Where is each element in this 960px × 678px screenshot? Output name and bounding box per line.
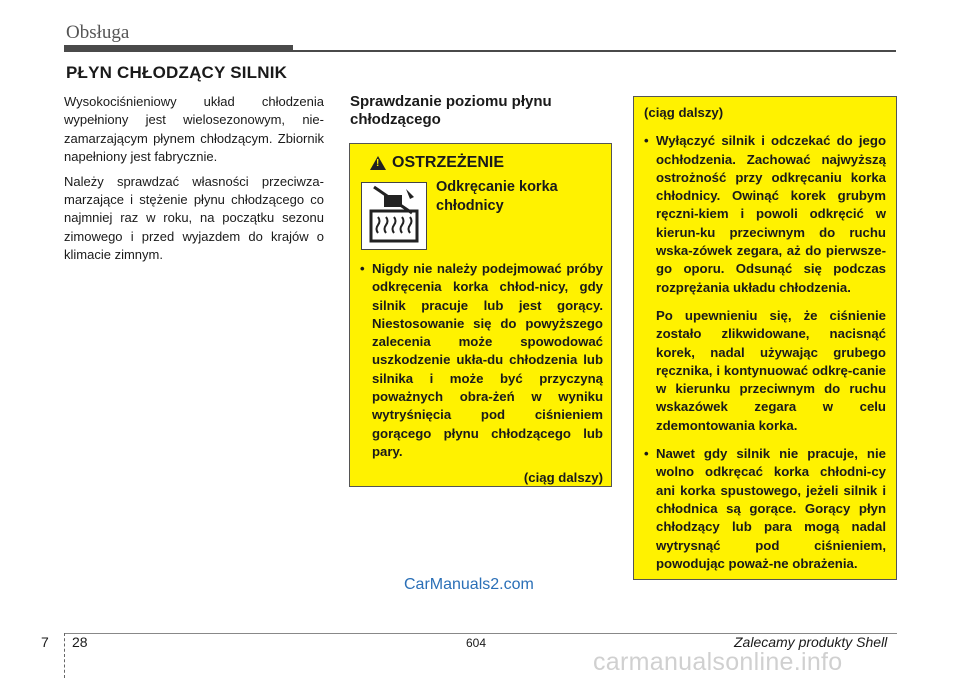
continuation-box [633,96,897,580]
watermark-link[interactable]: CarManuals2.com [404,576,534,593]
page-title: PŁYN CHŁODZĄCY SILNIK [66,63,288,82]
warning-body [360,260,603,488]
section-header: Obsługa [66,22,130,43]
warning-triangle-icon [370,156,386,170]
check-level-heading: Sprawdzanie poziomu płynu chłodzącego [350,93,552,128]
warning-bullet: • Nigdy nie należy podejmować próby odkręcenia korka chłod-nicy, gdy silnik pracuje lub jest gorący. Niestosowanie się do powyższego zalecenia może spowodować uszkodzenie ukła-du chłodzenia lub silnika i może być przyczyną poważnych obra-żeń w wyniku wytryśnięcia pod ciśnieniem gorącego płynu chłodzącego lub pary. [360,260,603,461]
continuation-paragraph: Po upewnieniu się, że ciśnienie zostało zlikwidowane, nacisnąć korek, nadal używając grubego ręcznika, i kontynuować odkrę-canie w kierunku przeciwnym do ruchu wskazówek zegara w celu zdemontowania korka. [656,307,886,433]
warning-subtitle: Odkręcanie korka chłodnicy [436,179,558,214]
continuation-bullet-1: • Wyłączyć silnik i odczekać do jego ochłodzenia. Zachować najwyższą ostrożność przy odkręcaniu korka chłodnicy. Owinąć korek grubym ręczni-kiem i powoli odkręcić w kierun-ku przeciwnym do ruchu wska-zówek zegara, aż do pierwsze-go oporu. Odsunąć się podczas rozprężania układu chłodzenia. [644,132,886,297]
chapter-number: 7 [41,634,49,650]
warning-box [349,143,612,487]
header-rule-thick [64,45,293,52]
footer-note: Zalecamy produkty Shell [734,634,888,650]
continuation-label: (ciąg dalszy) [644,105,724,120]
intro-paragraph-1: Wysokociśnieniowy układ chłodzenia wypełniony jest wielosezonowym, nie-zamarzającym płynem chłodzącym. Zbiornik napełniony jest fabrycznie. [64,94,324,165]
intro-text [64,93,324,271]
continued-note: (ciąg dalszy) [523,470,603,486]
chapter-page: 28 [72,634,88,650]
intro-paragraph-2: Należy sprawdzać własności przeciwza-marzające i stężenie płynu chłodzącego co najmniej raz w roku, na początku sezonu zimowego i przed wyjazdem do krajów o klimacie zimnym. [64,173,324,263]
continuation-bullet-2: • Nawet gdy silnik nie pracuje, nie wolno odkręcać korka chłodni-cy ani korka spustowego, jeżeli silnik i chłodnica są gorące. Gorący płyn chłodzący lub para mogą nadal wytrysnąć pod ciśnieniem, powodując poważ-ne obrażenia. [644,445,886,573]
warning-label: OSTRZEŻENIE [392,154,505,171]
hot-radiator-icon [361,182,427,250]
continuation-body [644,104,886,583]
footer-divider [64,633,65,678]
page-number: 604 [466,636,487,650]
footer-watermark: carmanualsonline.info [593,648,843,676]
header-rule-thin [293,50,896,52]
warning-title [370,154,504,172]
